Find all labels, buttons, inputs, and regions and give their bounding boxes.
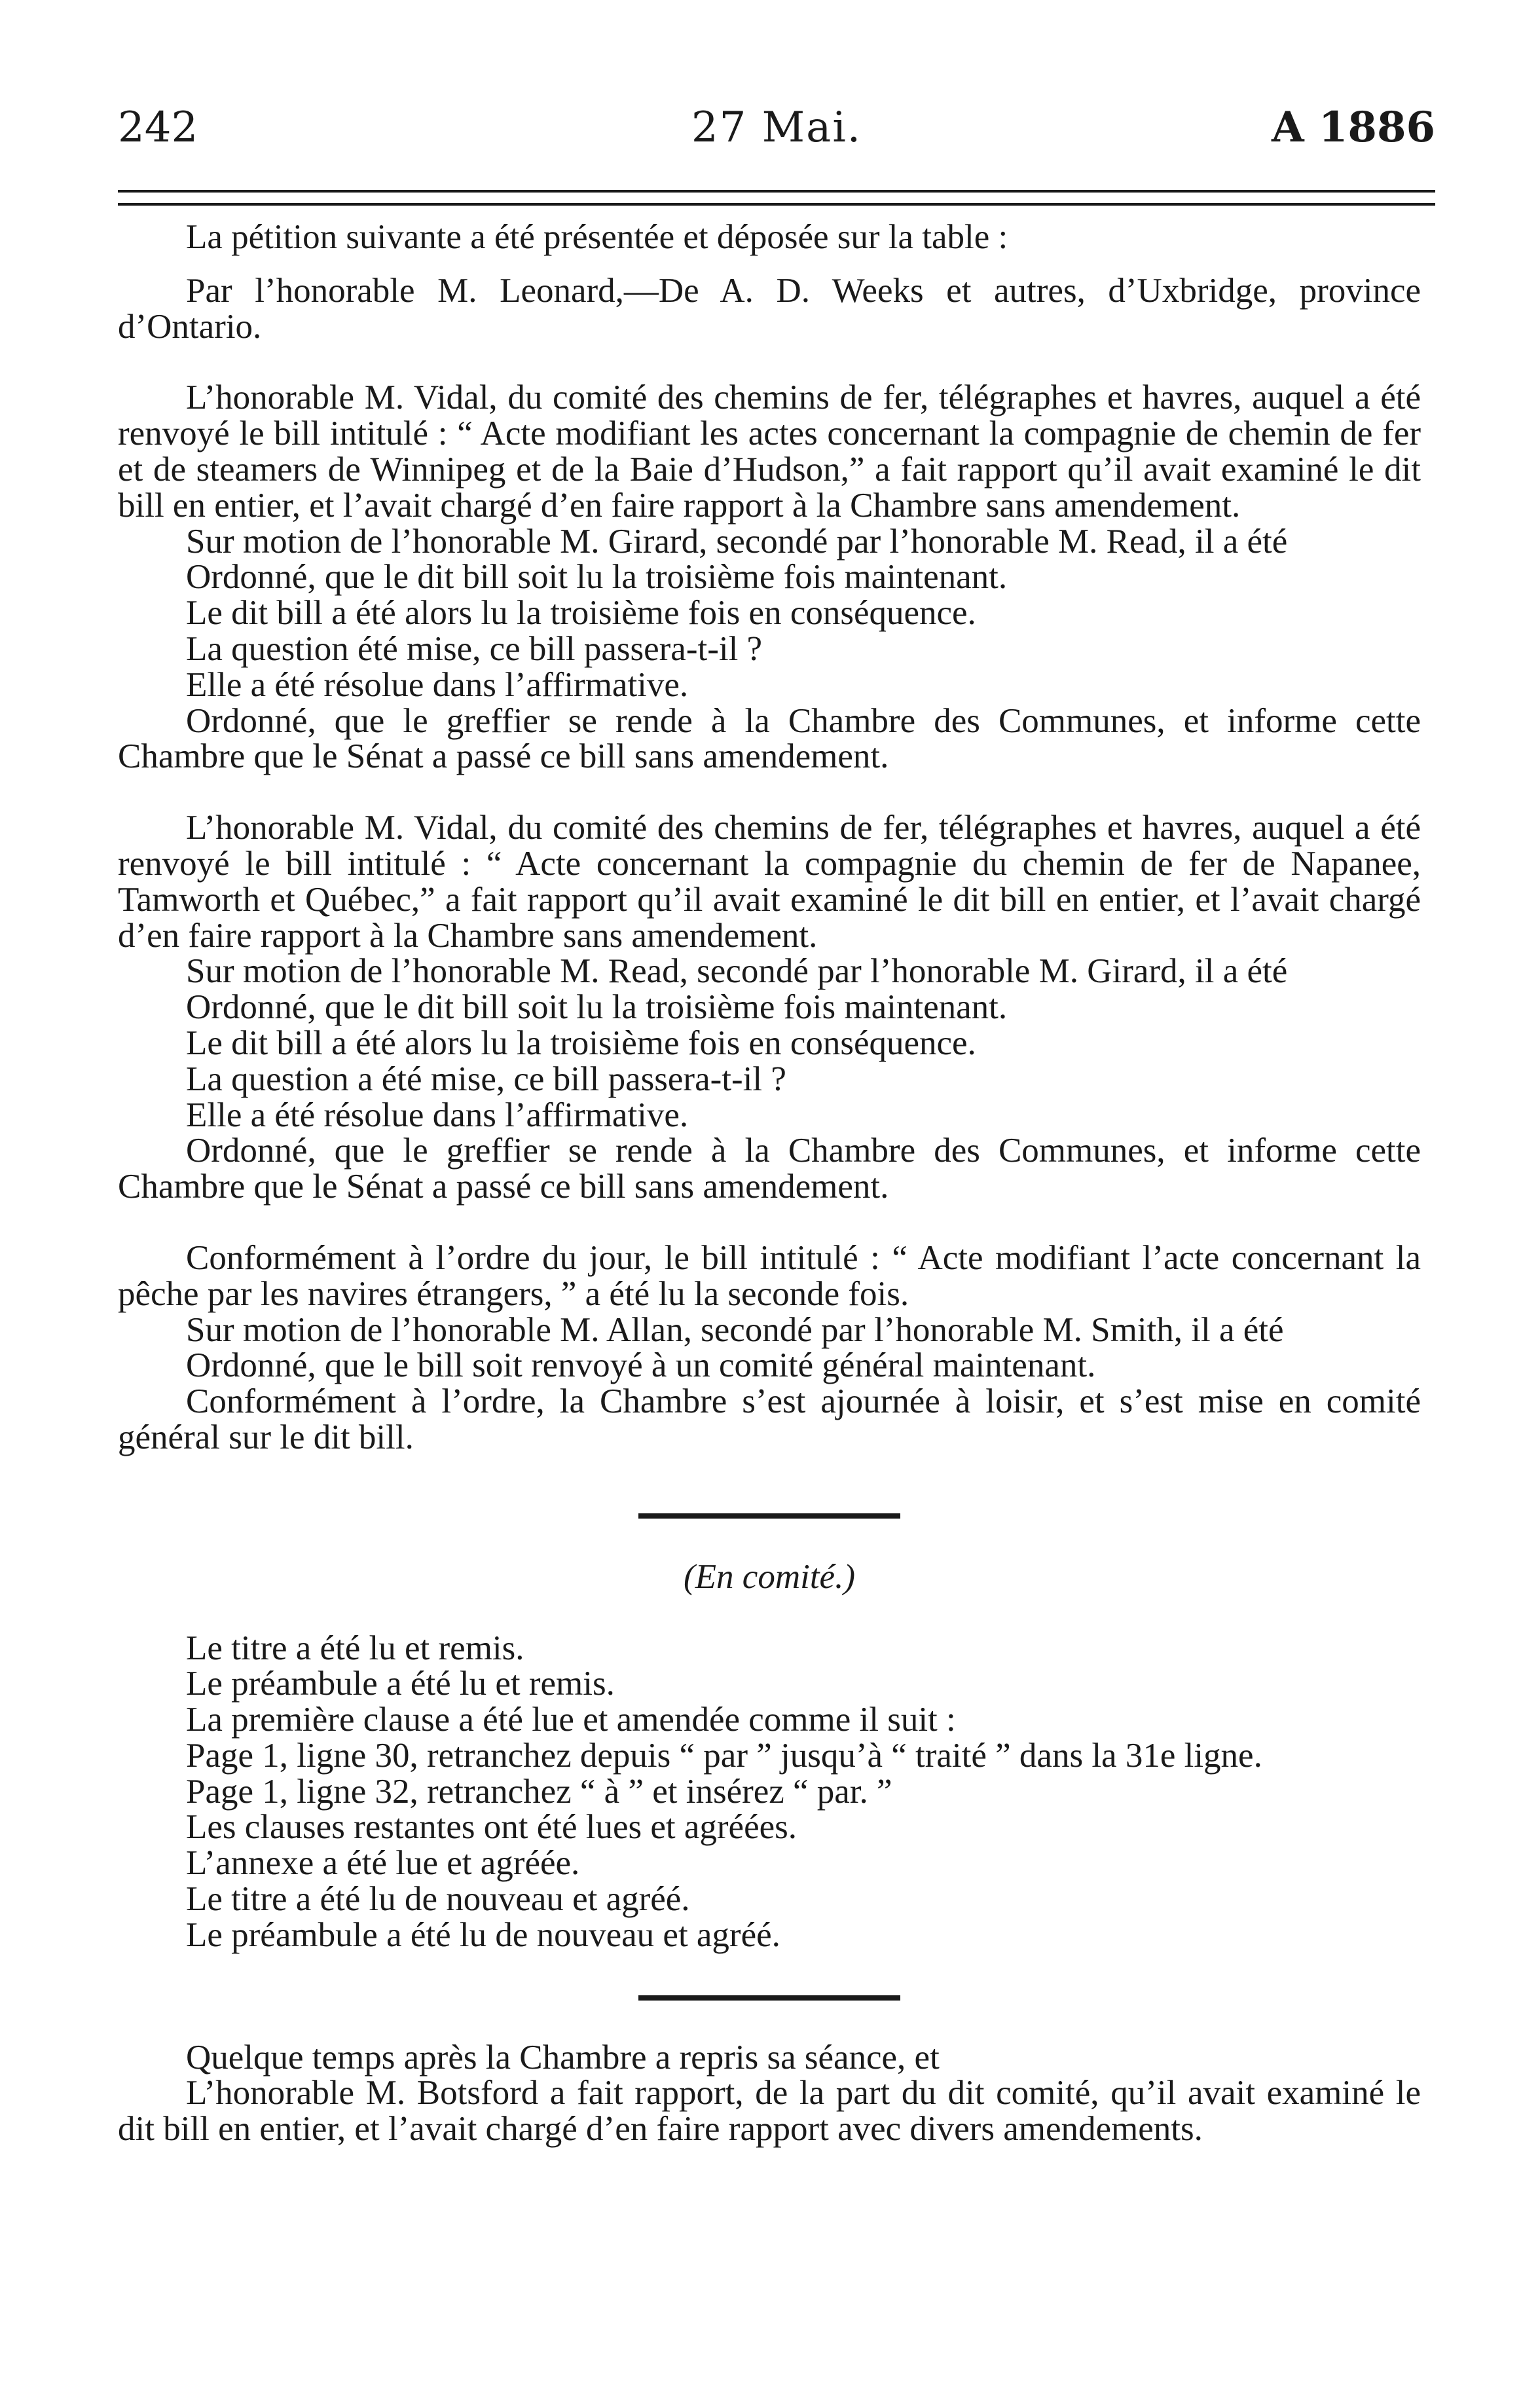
motion-read: Sur motion de l’honorable M. Read, secondé par l’honorable M. Girard, il a été	[186, 952, 1288, 991]
petition-intro: La pétition suivante a été présentée et déposée sur la table :	[186, 218, 1008, 256]
resolved-affirmative: Elle a été résolue dans l’affirmative.	[186, 665, 689, 704]
committee-line: Les clauses restantes ont été lues et agréées.	[186, 1808, 797, 1847]
committee-line: Le titre a été lu et remis.	[186, 1629, 524, 1667]
committee-line: Le titre a été lu de nouveau et agréé.	[186, 1880, 690, 1919]
motion-allan: Sur motion de l’honorable M. Allan, secondé par l’honorable M. Smith, il a été	[186, 1310, 1284, 1349]
third-reading-done: Le dit bill a été alors lu la troisième fois en conséquence.	[186, 594, 976, 633]
third-reading-done: Le dit bill a été alors lu la troisième fois en conséquence.	[186, 1024, 976, 1062]
sitting-resumed: Quelque temps après la Chambre a repris sa séance, et	[186, 2038, 940, 2077]
section-rule	[638, 1995, 900, 2001]
order-inform-commons: Ordonné, que le greffier se rende à la Chambre des Communes, et informe cette Chambre que le Sénat a passé ce bill sans amendement.	[118, 701, 1421, 776]
page-body	[118, 219, 1421, 2147]
page-header	[118, 102, 1435, 154]
second-reading-fisheries: Conformément à l’ordre du jour, le bill intitulé : “ Acte modifiant l’acte concernant la pêche par les navires étrangers, ” a été lu la seconde fois.	[118, 1238, 1421, 1313]
committee-line: Page 1, ligne 32, retranchez “ à ” et insérez “ par. ”	[186, 1772, 892, 1811]
committee-line: La première clause a été lue et amendée comme il suit :	[186, 1701, 956, 1739]
order-third-reading: Ordonné, que le dit bill soit lu la troisième fois maintenant.	[186, 558, 1008, 597]
petition-entry: Par l’honorable M. Leonard,—De A. D. Weeks et autres, d’Uxbridge, province d’Ontario.	[118, 271, 1421, 346]
question-put: La question été mise, ce bill passera-t-il ?	[186, 629, 763, 668]
committee-line: Page 1, ligne 30, retranchez depuis “ par ” jusqu’à “ traité ” dans la 31e ligne.	[186, 1736, 1262, 1775]
house-adjourned: Conformément à l’ordre, la Chambre s’est ajournée à loisir, et s’est mise en comité général sur le dit bill.	[118, 1382, 1421, 1456]
page-date: 27 Mai.	[691, 103, 862, 152]
committee-report-napanee: L’honorable M. Vidal, du comité des chemins de fer, télégraphes et havres, auquel a été renvoyé le bill intitulé : “ Acte concernant la compagnie du chemin de fer de Napanee, Tamworth et Québec,” a fait rapport qu’il avait examiné le dit bill en entier, et l’avait chargé d’en faire rapport à la Chambre sans amendement.	[118, 809, 1421, 955]
committee-report-botsford: L’honorable M. Botsford a fait rapport, de la part du dit comité, qu’il avait examiné le dit bill en entier, et l’avait chargé d’en faire rapport avec divers amendements.	[118, 2074, 1421, 2149]
motion-girard: Sur motion de l’honorable M. Girard, secondé par l’honorable M. Read, il a été	[186, 522, 1288, 561]
order-third-reading: Ordonné, que le dit bill soit lu la troisième fois maintenant.	[186, 988, 1008, 1027]
resolved-affirmative: Elle a été résolue dans l’affirmative.	[186, 1096, 689, 1134]
order-committee: Ordonné, que le bill soit renvoyé à un comité général maintenant.	[186, 1346, 1096, 1385]
committee-report-winnipeg: L’honorable M. Vidal, du comité des chemins de fer, télégraphes et havres, auquel a été renvoyé le bill intitulé : “ Acte modifiant les actes concernant la compagnie de chemin de fer et de steamers de Winnipeg et de la Baie d’Hudson,” a fait rapport qu’il avait examiné le dit bill en entier, et l’avait chargé d’en faire rapport à la Chambre sans amendement.	[118, 378, 1421, 525]
order-inform-commons: Ordonné, que le greffier se rende à la Chambre des Communes, et informe cette Chambre que le Sénat a passé ce bill sans amendement.	[118, 1132, 1421, 1206]
page-year: A 1886	[1271, 103, 1435, 152]
question-put: La question a été mise, ce bill passera-t-il ?	[186, 1060, 786, 1098]
committee-line: L’annexe a été lue et agréée.	[186, 1844, 580, 1883]
spacer	[118, 1595, 1421, 1631]
header-rule	[118, 190, 1435, 206]
committee-heading: (En comité.)	[684, 1557, 855, 1596]
page-number: 242	[118, 103, 198, 152]
committee-line: Le préambule a été lu de nouveau et agréé.	[186, 1915, 780, 1954]
committee-line: Le préambule a été lu et remis.	[186, 1665, 615, 1703]
section-rule	[638, 1513, 900, 1519]
